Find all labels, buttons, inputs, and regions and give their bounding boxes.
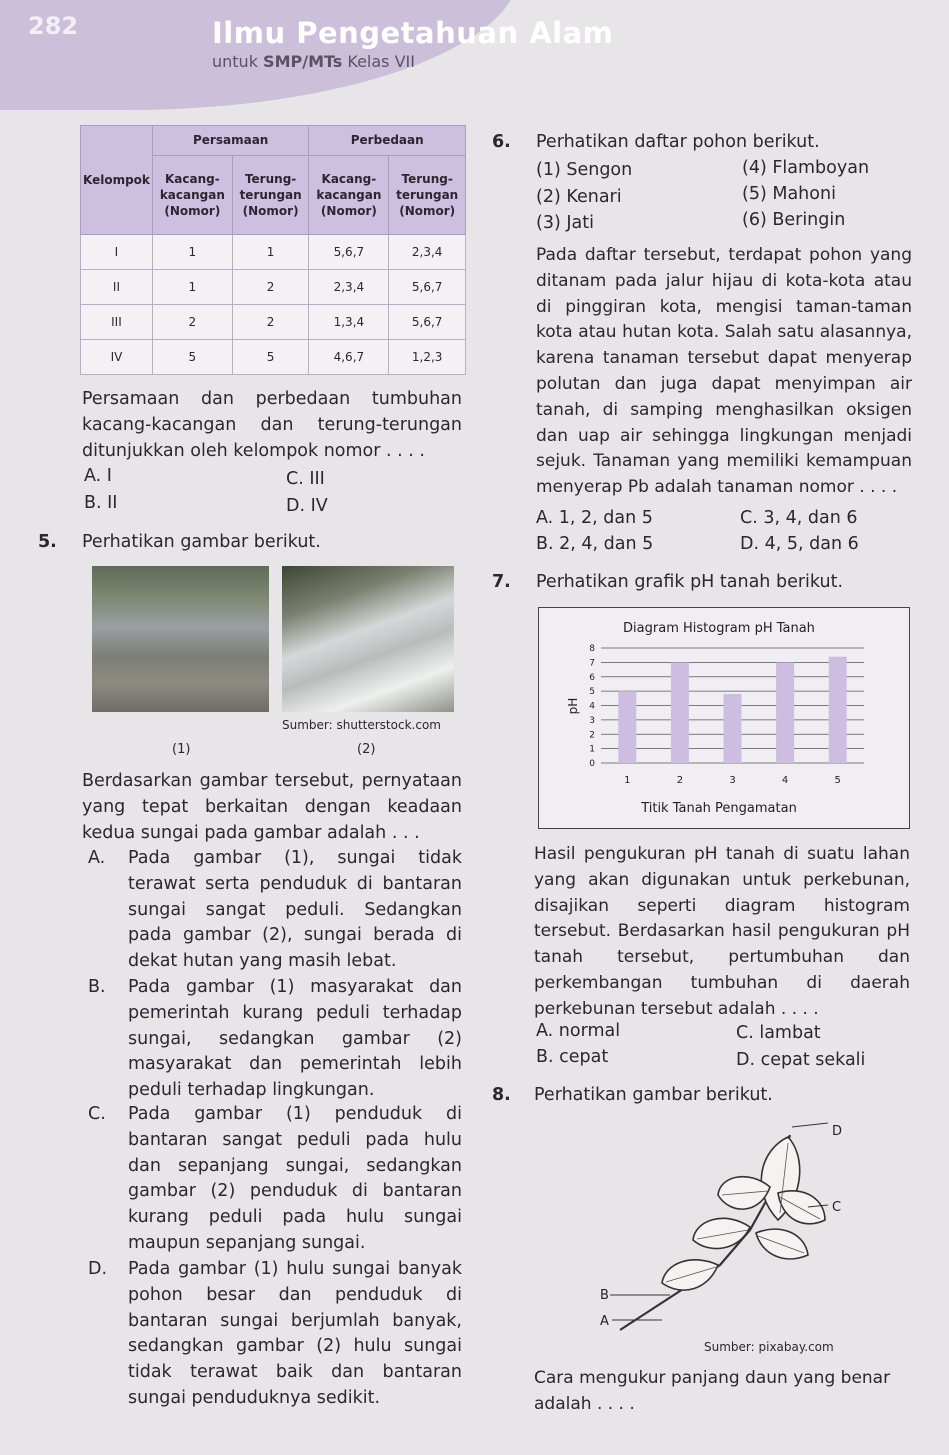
tree-item-4: (4) Flamboyan — [742, 158, 870, 178]
y-tick-label: 8 — [589, 644, 595, 654]
leaf-label-b: B — [600, 1288, 609, 1303]
histogram-bar — [724, 694, 742, 763]
q6-option-b[interactable]: B. 2, 4, dan 5 — [536, 534, 654, 554]
chart-x-label: Titik Tanah Pengamatan — [641, 801, 797, 816]
x-tick-label: 3 — [729, 775, 736, 786]
river-photo-1 — [92, 566, 269, 712]
table-cell: 1,3,4 — [309, 305, 389, 340]
q7-heading: Perhatikan grafik pH tanah berikut. — [536, 572, 844, 592]
y-tick-label: 5 — [589, 687, 595, 698]
tree-item-5: (5) Mahoni — [742, 184, 836, 204]
th-sub: Kacang-kacangan (Nomor) — [309, 155, 389, 234]
leaf-right-2 — [756, 1229, 808, 1259]
leaf-branch-illustration — [600, 1115, 880, 1340]
q5-photo-source: Sumber: shutterstock.com — [282, 718, 441, 732]
table-cell: 2,3,4 — [309, 270, 389, 305]
table-cell: 5,6,7 — [389, 305, 466, 340]
q5-option-a-letter[interactable]: A. — [88, 848, 106, 868]
table-cell: 5 — [232, 340, 309, 375]
table-cell: 2,3,4 — [389, 235, 466, 270]
q5-option-a[interactable]: Pada gambar (1), sungai tidak terawat serta penduduk di bantaran sungai sangat peduli. Sedangkan pada gambar (2), sungai berada di dekat hutan yang masih lebat. — [128, 848, 462, 972]
table-cell: 1 — [152, 270, 232, 305]
tree-item-6: (6) Beringin — [742, 210, 846, 230]
table-cell: 5,6,7 — [309, 235, 389, 270]
th-perbedaan: Perbedaan — [309, 126, 466, 156]
table-cell: 1 — [232, 235, 309, 270]
y-tick-label: 3 — [589, 715, 595, 726]
table-cell: 1 — [152, 235, 232, 270]
q6-option-a[interactable]: A. 1, 2, dan 5 — [536, 508, 653, 528]
q5-option-b[interactable]: Pada gambar (1) masyarakat dan pemerintah kurang peduli terhadap sungai, sedangkan gambar (2) masyarakat dan pemerintah lebih peduli terhadap lingkungan. — [128, 977, 462, 1101]
photo-label-2: (2) — [357, 742, 376, 757]
table-cell: II — [81, 270, 153, 305]
chart-title: Diagram Histogram pH Tanah — [623, 621, 815, 636]
table-row — [81, 270, 466, 305]
q5-option-d-letter[interactable]: D. — [88, 1259, 108, 1279]
q8-image-source: Sumber: pixabay.com — [704, 1340, 834, 1354]
q6-body: Pada daftar tersebut, terdapat pohon yang ditanam pada jalur hijau di kota-kota atau di pinggiran kota, mengisi taman-taman kota atau hutan kota. Salah satu alasannya, karena tanaman tersebut dapat menyerap polutan dan juga dapat menyimpan air tanah, di samping menghasilkan oksigen dan uap air sehingga lingkungan menjadi sejuk. Tanaman yang memiliki kemampuan menyerap Pb adalah tanaman nomor . . . . — [536, 245, 912, 498]
q7-option-d[interactable]: D. cepat sekali — [736, 1050, 866, 1070]
histogram-bar — [671, 662, 689, 763]
table-cell: I — [81, 235, 153, 270]
q8-question: Cara mengukur panjang daun yang benar adalah . . . . — [534, 1368, 891, 1414]
y-tick-label: 6 — [589, 672, 595, 683]
table-row — [81, 235, 466, 270]
th-sub: Kacang-kacangan (Nomor) — [152, 155, 232, 234]
q6-option-c[interactable]: C. 3, 4, dan 6 — [740, 508, 858, 528]
ph-chart-frame — [538, 607, 910, 829]
table-cell: 5 — [152, 340, 232, 375]
q7-option-a[interactable]: A. normal — [536, 1021, 621, 1041]
river-photo-2 — [282, 566, 454, 712]
th-kelompok: Kelompok — [81, 126, 153, 235]
table-cell: 4,6,7 — [309, 340, 389, 375]
q4-option-a[interactable]: A. I — [84, 466, 112, 486]
histogram-bar — [618, 691, 636, 763]
photo-label-1: (1) — [172, 742, 191, 757]
q5-option-b-letter[interactable]: B. — [88, 977, 106, 997]
x-tick-label: 1 — [624, 775, 631, 786]
x-tick-label: 5 — [834, 775, 841, 786]
th-sub: Terung-terungan (Nomor) — [232, 155, 309, 234]
y-tick-label: 2 — [589, 730, 595, 741]
table-cell: III — [81, 305, 153, 340]
q7-option-b[interactable]: B. cepat — [536, 1047, 609, 1067]
leaf-right-1 — [778, 1191, 825, 1224]
book-subtitle: untuk SMP/MTs Kelas VII — [212, 52, 415, 71]
q5-stem: Berdasarkan gambar tersebut, pernyataan yang tepat berkaitan dengan keadaan kedua sungai pada gambar adalah . . . — [82, 771, 462, 843]
x-tick-label: 4 — [781, 775, 789, 786]
q6-option-d[interactable]: D. 4, 5, dan 6 — [740, 534, 859, 554]
q6-heading: Perhatikan daftar pohon berikut. — [536, 132, 820, 152]
y-tick-label: 4 — [589, 701, 595, 712]
leaf-label-d: D — [832, 1124, 843, 1139]
tree-item-2: (2) Kenari — [536, 187, 622, 207]
tree-item-3: (3) Jati — [536, 213, 594, 233]
y-tick-label: 0 — [589, 759, 595, 769]
chart-plot-area — [589, 644, 864, 786]
leaf-label-c: C — [832, 1200, 842, 1215]
chart-y-label: pH — [566, 697, 580, 715]
q7-number: 7. — [492, 572, 511, 592]
leaf-left-2 — [693, 1218, 750, 1248]
book-title: Ilmu Pengetahuan Alam — [212, 16, 614, 50]
q5-option-c-letter[interactable]: C. — [88, 1104, 106, 1124]
comparison-table — [80, 125, 466, 375]
y-tick-label: 7 — [589, 658, 595, 669]
q5-option-d[interactable]: Pada gambar (1) hulu sungai banyak pohon besar dan penduduk di bantaran sungai berjumlah banyak, sedangkan gambar (2) hulu sungai tidak terawat baik dan bantaran sungai penduduknya sedikit. — [128, 1259, 462, 1408]
page-number: 282 — [28, 12, 79, 40]
y-tick-label: 1 — [589, 744, 595, 755]
q7-body: Hasil pengukuran pH tanah di suatu lahan yang akan digunakan untuk perkebunan, disajikan seperti diagram histogram tersebut. Berdasarkan hasil pengukuran pH tanah tersebut, pertumbuhan dan perkembangan tumbuhan di daerah perkebunan tersebut adalah . . . . — [534, 844, 910, 1019]
table-cell: IV — [81, 340, 153, 375]
table-cell: 5,6,7 — [389, 270, 466, 305]
th-persamaan: Persamaan — [152, 126, 309, 156]
leaf-label-a: A — [600, 1314, 609, 1329]
q4-option-b[interactable]: B. II — [84, 493, 118, 513]
q4-stem: Persamaan dan perbedaan tumbuhan kacang-kacangan dan terung-terungan ditunjukkan oleh kelompok nomor . . . . — [82, 389, 462, 461]
table-row — [81, 305, 466, 340]
q8-number: 8. — [492, 1085, 511, 1105]
histogram-bar — [829, 657, 847, 763]
q4-option-d[interactable]: D. IV — [286, 496, 328, 516]
q6-number: 6. — [492, 132, 511, 152]
q5-number: 5. — [38, 532, 57, 552]
q7-option-c[interactable]: C. lambat — [736, 1023, 821, 1043]
tree-item-1: (1) Sengon — [536, 160, 633, 180]
x-tick-label: 2 — [676, 775, 684, 786]
table-cell: 2 — [232, 305, 309, 340]
table-cell: 1,2,3 — [389, 340, 466, 375]
q4-option-c[interactable]: C. III — [286, 469, 325, 489]
table-row — [81, 340, 466, 375]
q5-heading: Perhatikan gambar berikut. — [82, 532, 321, 552]
table-cell: 2 — [232, 270, 309, 305]
th-sub: Terung-terungan (Nomor) — [389, 155, 466, 234]
ph-histogram — [539, 608, 909, 828]
q5-option-c[interactable]: Pada gambar (1) penduduk di bantaran sangat peduli pada hulu dan sepanjang sungai, sedangkan gambar (2) penduduk di bantaran kurang peduli pada hulu sungai maupun sepanjang sungai. — [128, 1104, 462, 1253]
table-cell: 2 — [152, 305, 232, 340]
histogram-bar — [776, 662, 794, 763]
q8-heading: Perhatikan gambar berikut. — [534, 1085, 773, 1105]
